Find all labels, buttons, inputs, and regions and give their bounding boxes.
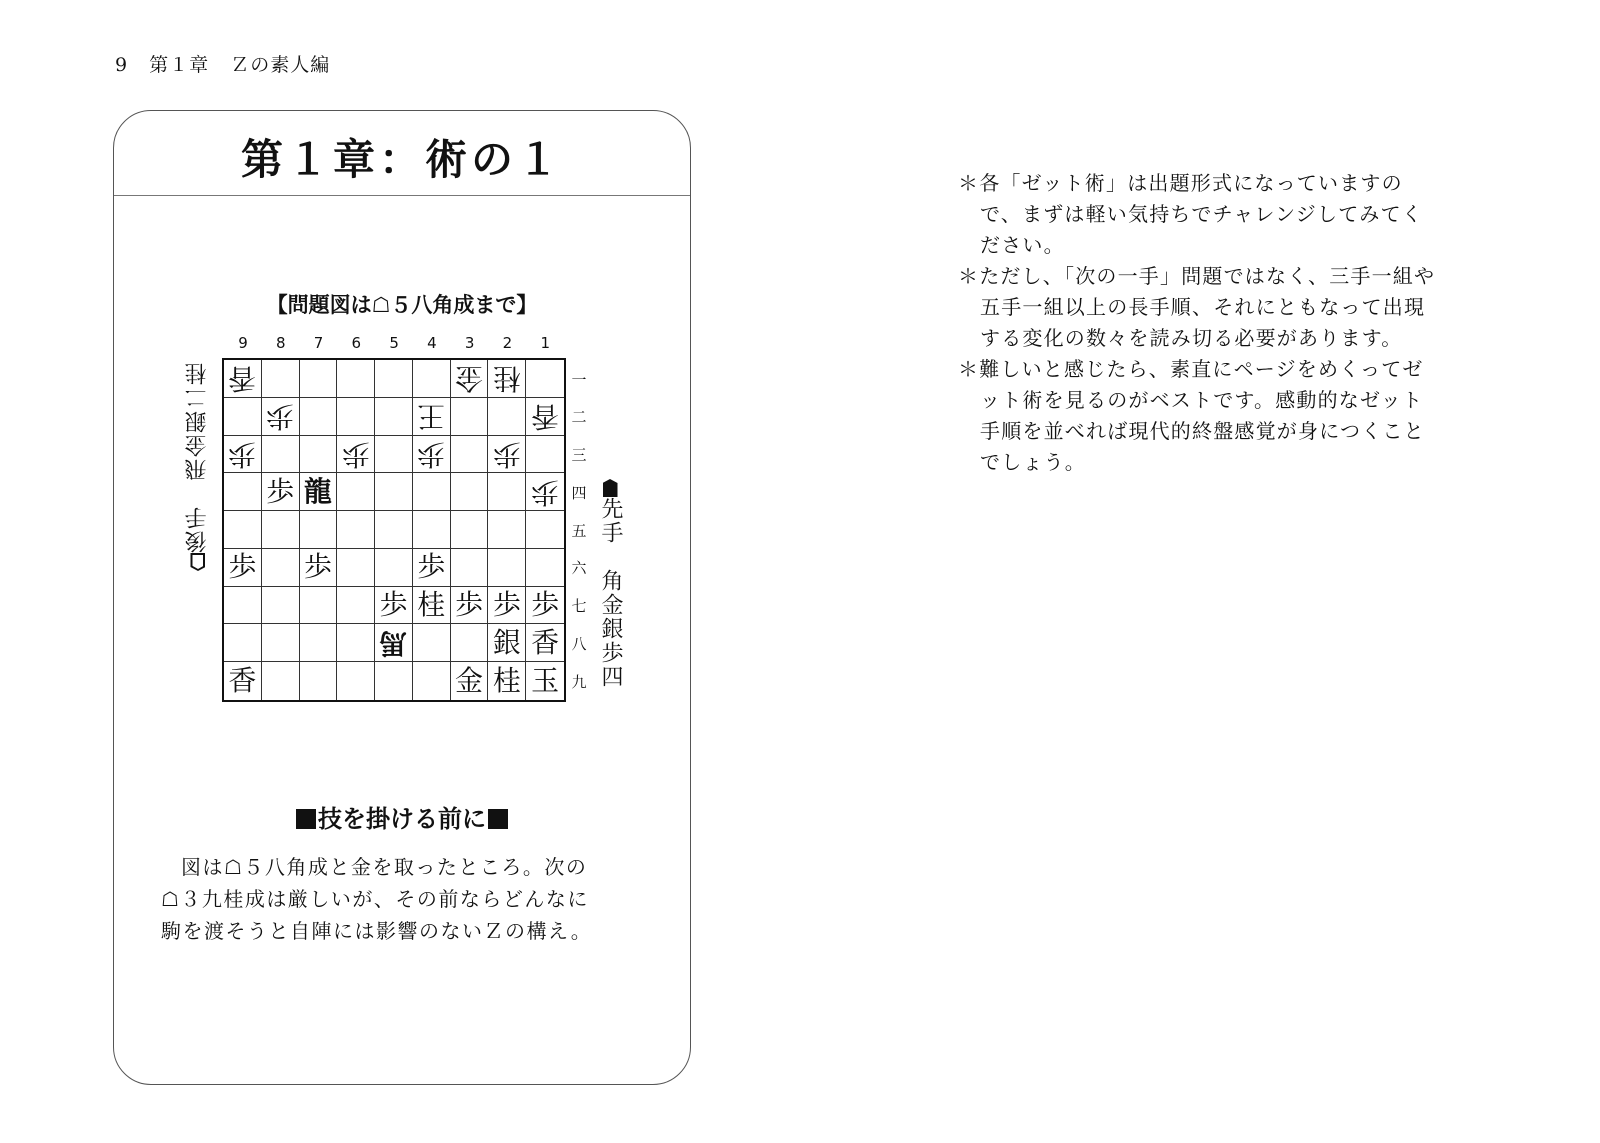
piece-glyph: 銀 <box>492 625 521 659</box>
board-square <box>413 624 451 662</box>
notes <box>958 168 1438 478</box>
piece-glyph: 馬 <box>379 626 408 660</box>
piece-glyph: 歩 <box>417 550 446 584</box>
board-piece <box>413 587 451 625</box>
board-square <box>337 662 375 700</box>
board-square <box>262 436 300 474</box>
note-item: ＊ただし、「次の一手」問題ではなく、三手一組や五手一組以上の長手順、それにともなって出現する変化の数々を読み切る必要があります。 <box>958 264 1436 350</box>
board-piece <box>413 436 451 474</box>
board-piece <box>488 360 526 398</box>
board-square <box>375 473 413 511</box>
piece-glyph: 歩 <box>379 588 408 622</box>
board-square <box>262 549 300 587</box>
sente-hand <box>592 479 626 709</box>
board-piece <box>526 473 564 511</box>
row-number: 二 <box>571 408 587 427</box>
note-item: ＊難しいと感じたら、素直にページをめくってゼット術を見るのがベストです。感動的なゼット手順を並べれば現代的終盤感覚が身につくことでしょう。 <box>958 357 1425 474</box>
board-square <box>224 587 262 625</box>
gote-mark-icon <box>191 553 206 571</box>
piece-glyph: 歩 <box>492 588 521 622</box>
board-square <box>375 662 413 700</box>
sente-mark-icon <box>603 479 618 497</box>
board-square <box>451 398 489 436</box>
board-piece <box>451 360 489 398</box>
row-number: 六 <box>571 559 587 578</box>
board-square <box>337 511 375 549</box>
row-number: 五 <box>571 521 587 540</box>
piece-glyph: 歩 <box>531 588 560 622</box>
column-number: 2 <box>502 334 513 352</box>
board-square <box>526 436 564 474</box>
board-square <box>375 549 413 587</box>
board-piece <box>262 398 300 436</box>
comment-line: 図は☖５八角成と金を取ったところ。次の <box>181 855 588 879</box>
row-number: 七 <box>571 597 587 616</box>
row-number: 一 <box>571 370 587 389</box>
problem-comment <box>161 851 641 947</box>
piece-glyph: 龍 <box>303 474 332 508</box>
board-square <box>375 436 413 474</box>
board-square <box>300 398 338 436</box>
board-square <box>375 360 413 398</box>
board-square <box>224 511 262 549</box>
board-piece <box>526 624 564 662</box>
column-number: 8 <box>275 334 286 352</box>
board-piece <box>224 436 262 474</box>
board-piece <box>413 549 451 587</box>
board-square <box>337 398 375 436</box>
board-piece <box>488 587 526 625</box>
piece-glyph: 香 <box>531 625 560 659</box>
board-piece <box>375 624 413 662</box>
board-square <box>224 398 262 436</box>
card-title: 第１章：術の１ <box>240 135 563 184</box>
piece-glyph: 歩 <box>303 550 332 584</box>
piece-glyph: 金 <box>455 664 484 698</box>
board-square <box>262 624 300 662</box>
diagram-caption: 【問題図は☖５八角成まで】 <box>266 293 538 317</box>
section-label: Ｚの素人編 <box>230 54 331 76</box>
board-square <box>300 511 338 549</box>
board-square <box>526 511 564 549</box>
column-number: 4 <box>427 334 437 352</box>
comment-line: ☖３九桂成は厳しいが、その前ならどんなに <box>161 887 589 911</box>
board-piece <box>337 436 375 474</box>
piece-glyph: 桂 <box>492 362 521 396</box>
board-square <box>375 398 413 436</box>
note-item: ＊各「ゼット術」は出題形式になっていますので、まずは軽い気持ちでチャレンジしてみてください。 <box>958 171 1423 257</box>
gote-hand <box>182 351 216 571</box>
board-piece <box>488 436 526 474</box>
board-square <box>488 511 526 549</box>
problem-card <box>113 110 691 1085</box>
board-piece <box>224 662 262 700</box>
sente-hand-label: 先手 <box>598 497 623 545</box>
board-piece <box>526 662 564 700</box>
chapter-label: 第１章 <box>149 54 210 76</box>
board-square <box>300 360 338 398</box>
comment-line: 駒を渡そうと自陣には影響のないＺの構え。 <box>161 919 593 943</box>
board-piece <box>262 473 300 511</box>
piece-glyph: 桂 <box>492 664 521 698</box>
board-square <box>451 436 489 474</box>
board-piece <box>526 587 564 625</box>
board-piece <box>300 549 338 587</box>
board-square <box>300 624 338 662</box>
column-number: 3 <box>464 334 475 352</box>
board-piece <box>451 587 489 625</box>
black-square-icon <box>296 809 316 829</box>
board-square <box>300 587 338 625</box>
piece-glyph: 歩 <box>531 475 560 509</box>
piece-glyph: 歩 <box>455 588 484 622</box>
board-square <box>224 473 262 511</box>
board-square <box>413 360 451 398</box>
title-divider <box>114 195 690 196</box>
board-square <box>451 473 489 511</box>
sente-hand-pieces: 角金銀歩四 <box>598 569 623 689</box>
board-square <box>526 549 564 587</box>
gote-hand-label: 後手 <box>185 505 210 553</box>
piece-glyph: 玉 <box>531 664 560 698</box>
board-piece <box>526 398 564 436</box>
piece-glyph: 歩 <box>266 400 295 434</box>
piece-glyph: 歩 <box>228 437 257 471</box>
piece-glyph: 歩 <box>228 550 257 584</box>
board-square <box>337 473 375 511</box>
column-number: 5 <box>389 334 399 352</box>
shogi-board <box>222 358 566 702</box>
board-square <box>262 360 300 398</box>
board-piece <box>488 662 526 700</box>
piece-glyph: 香 <box>228 362 257 396</box>
page-number: 9 <box>115 54 129 76</box>
sub-heading <box>114 799 690 834</box>
gote-hand-pieces: 飛金銀二桂 <box>185 361 210 481</box>
board-square <box>337 587 375 625</box>
row-number: 四 <box>571 483 587 502</box>
column-number: 7 <box>313 334 324 352</box>
sub-heading-text: 技を掛ける前に <box>318 805 486 833</box>
black-square-icon <box>488 809 508 829</box>
board-square <box>451 549 489 587</box>
board-piece <box>224 360 262 398</box>
board-square <box>451 624 489 662</box>
column-number: 1 <box>540 334 550 352</box>
board-square <box>262 662 300 700</box>
column-numbers <box>222 334 566 356</box>
piece-glyph: 香 <box>531 400 560 434</box>
board-square <box>337 624 375 662</box>
board-piece <box>224 549 262 587</box>
column-number: 9 <box>238 334 248 352</box>
row-number: 九 <box>571 672 587 691</box>
board-square <box>413 473 451 511</box>
board-square <box>337 549 375 587</box>
board-square <box>300 436 338 474</box>
row-number: 八 <box>571 634 587 653</box>
board-square <box>413 662 451 700</box>
board-square <box>337 360 375 398</box>
board-square <box>375 511 413 549</box>
board-piece <box>488 624 526 662</box>
row-number: 三 <box>571 446 587 465</box>
column-number: 6 <box>351 334 362 352</box>
board-square <box>262 511 300 549</box>
board-square <box>451 511 489 549</box>
board-square <box>300 662 338 700</box>
board-square <box>488 398 526 436</box>
board-square <box>413 511 451 549</box>
piece-glyph: 歩 <box>266 474 295 508</box>
board-square <box>224 624 262 662</box>
board-square <box>526 360 564 398</box>
piece-glyph: 歩 <box>417 437 446 471</box>
piece-glyph: 歩 <box>492 437 521 471</box>
board-piece <box>300 473 338 511</box>
piece-glyph: 金 <box>455 362 484 396</box>
board-piece <box>375 587 413 625</box>
board-square <box>488 549 526 587</box>
board-square <box>488 473 526 511</box>
board-square <box>262 587 300 625</box>
piece-glyph: 王 <box>417 400 446 434</box>
row-numbers <box>566 358 592 702</box>
board-piece <box>413 398 451 436</box>
running-header <box>115 50 344 77</box>
piece-glyph: 歩 <box>341 437 370 471</box>
piece-glyph: 桂 <box>417 588 446 622</box>
board-piece <box>451 662 489 700</box>
piece-glyph: 香 <box>228 664 257 698</box>
